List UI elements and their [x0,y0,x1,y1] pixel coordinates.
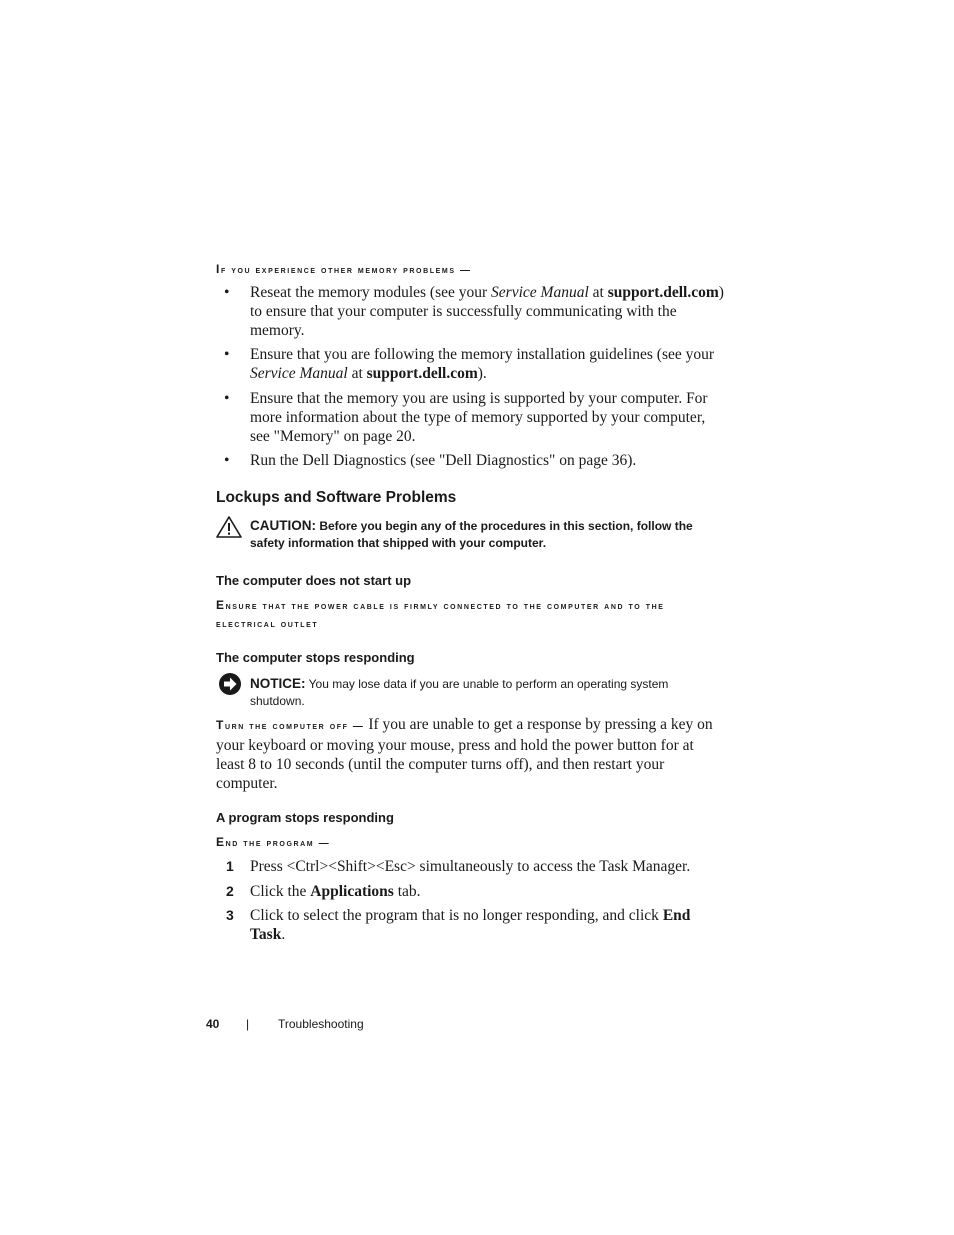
list-item: • Ensure that you are following the memory installation guidelines (see your Service Manual at support.dell.com). [224,346,715,382]
page-number: 40 [206,1017,220,1031]
bullet-dot: • [224,284,230,301]
caution-triangle-icon [216,515,242,544]
caution-text: CAUTION: Before you begin any of the procedures in this section, follow the safety information that shipped with your computer. [250,518,693,550]
section-title: Lockups and Software Problems [216,489,457,506]
subhead-not-start: The computer does not start up [216,573,412,588]
bullet-dot: • [224,390,230,407]
list-item: • Reseat the memory modules (see your Service Manual at support.dell.com) to ensure that your computer is successfully communicating with the memory. [224,284,724,339]
turn-off-paragraph: Turn the computer off — If you are unable to get a response by pressing a key on your keyboard or moving your mouse, press and hold the power button for at least 8 to 10 seconds (until the computer turns off), and then restart your computer. [216,716,713,792]
support-link[interactable]: support.dell.com [366,365,478,382]
step-item: 2 Click the Applications tab. [226,883,421,900]
subhead-program-stops: A program stops responding [216,810,394,825]
bullet-dot: • [224,346,230,363]
footer-separator: | [246,1017,250,1031]
subhead-stops-responding: The computer stops responding [216,650,415,665]
list-item: • Run the Dell Diagnostics (see "Dell Diagnostics" on page 36). [224,452,637,469]
action-heading: Ensure that the power cable is firmly connected to the computer and to the electrical outlet [216,598,665,630]
list-item: • Ensure that the memory you are using is supported by your computer. For more information about the type of memory supported by your computer, see "Memory" on page 20. [224,390,708,445]
step-item: 3 Click to select the program that is no longer responding, and click End Task. [226,907,691,943]
bullet-dot: • [224,452,230,469]
notice-text: NOTICE: You may lose data if you are unable to perform an operating system shutdown. [250,676,669,708]
notice-arrow-icon [218,672,242,701]
memory-problems-heading: If you experience other memory problems — [216,262,472,276]
footer-section: Troubleshooting [278,1017,364,1031]
action-heading: End the program — [216,835,331,849]
support-link[interactable]: support.dell.com [607,284,719,301]
step-item: 1 Press <Ctrl><Shift><Esc> simultaneously to access the Task Manager. [226,858,691,875]
